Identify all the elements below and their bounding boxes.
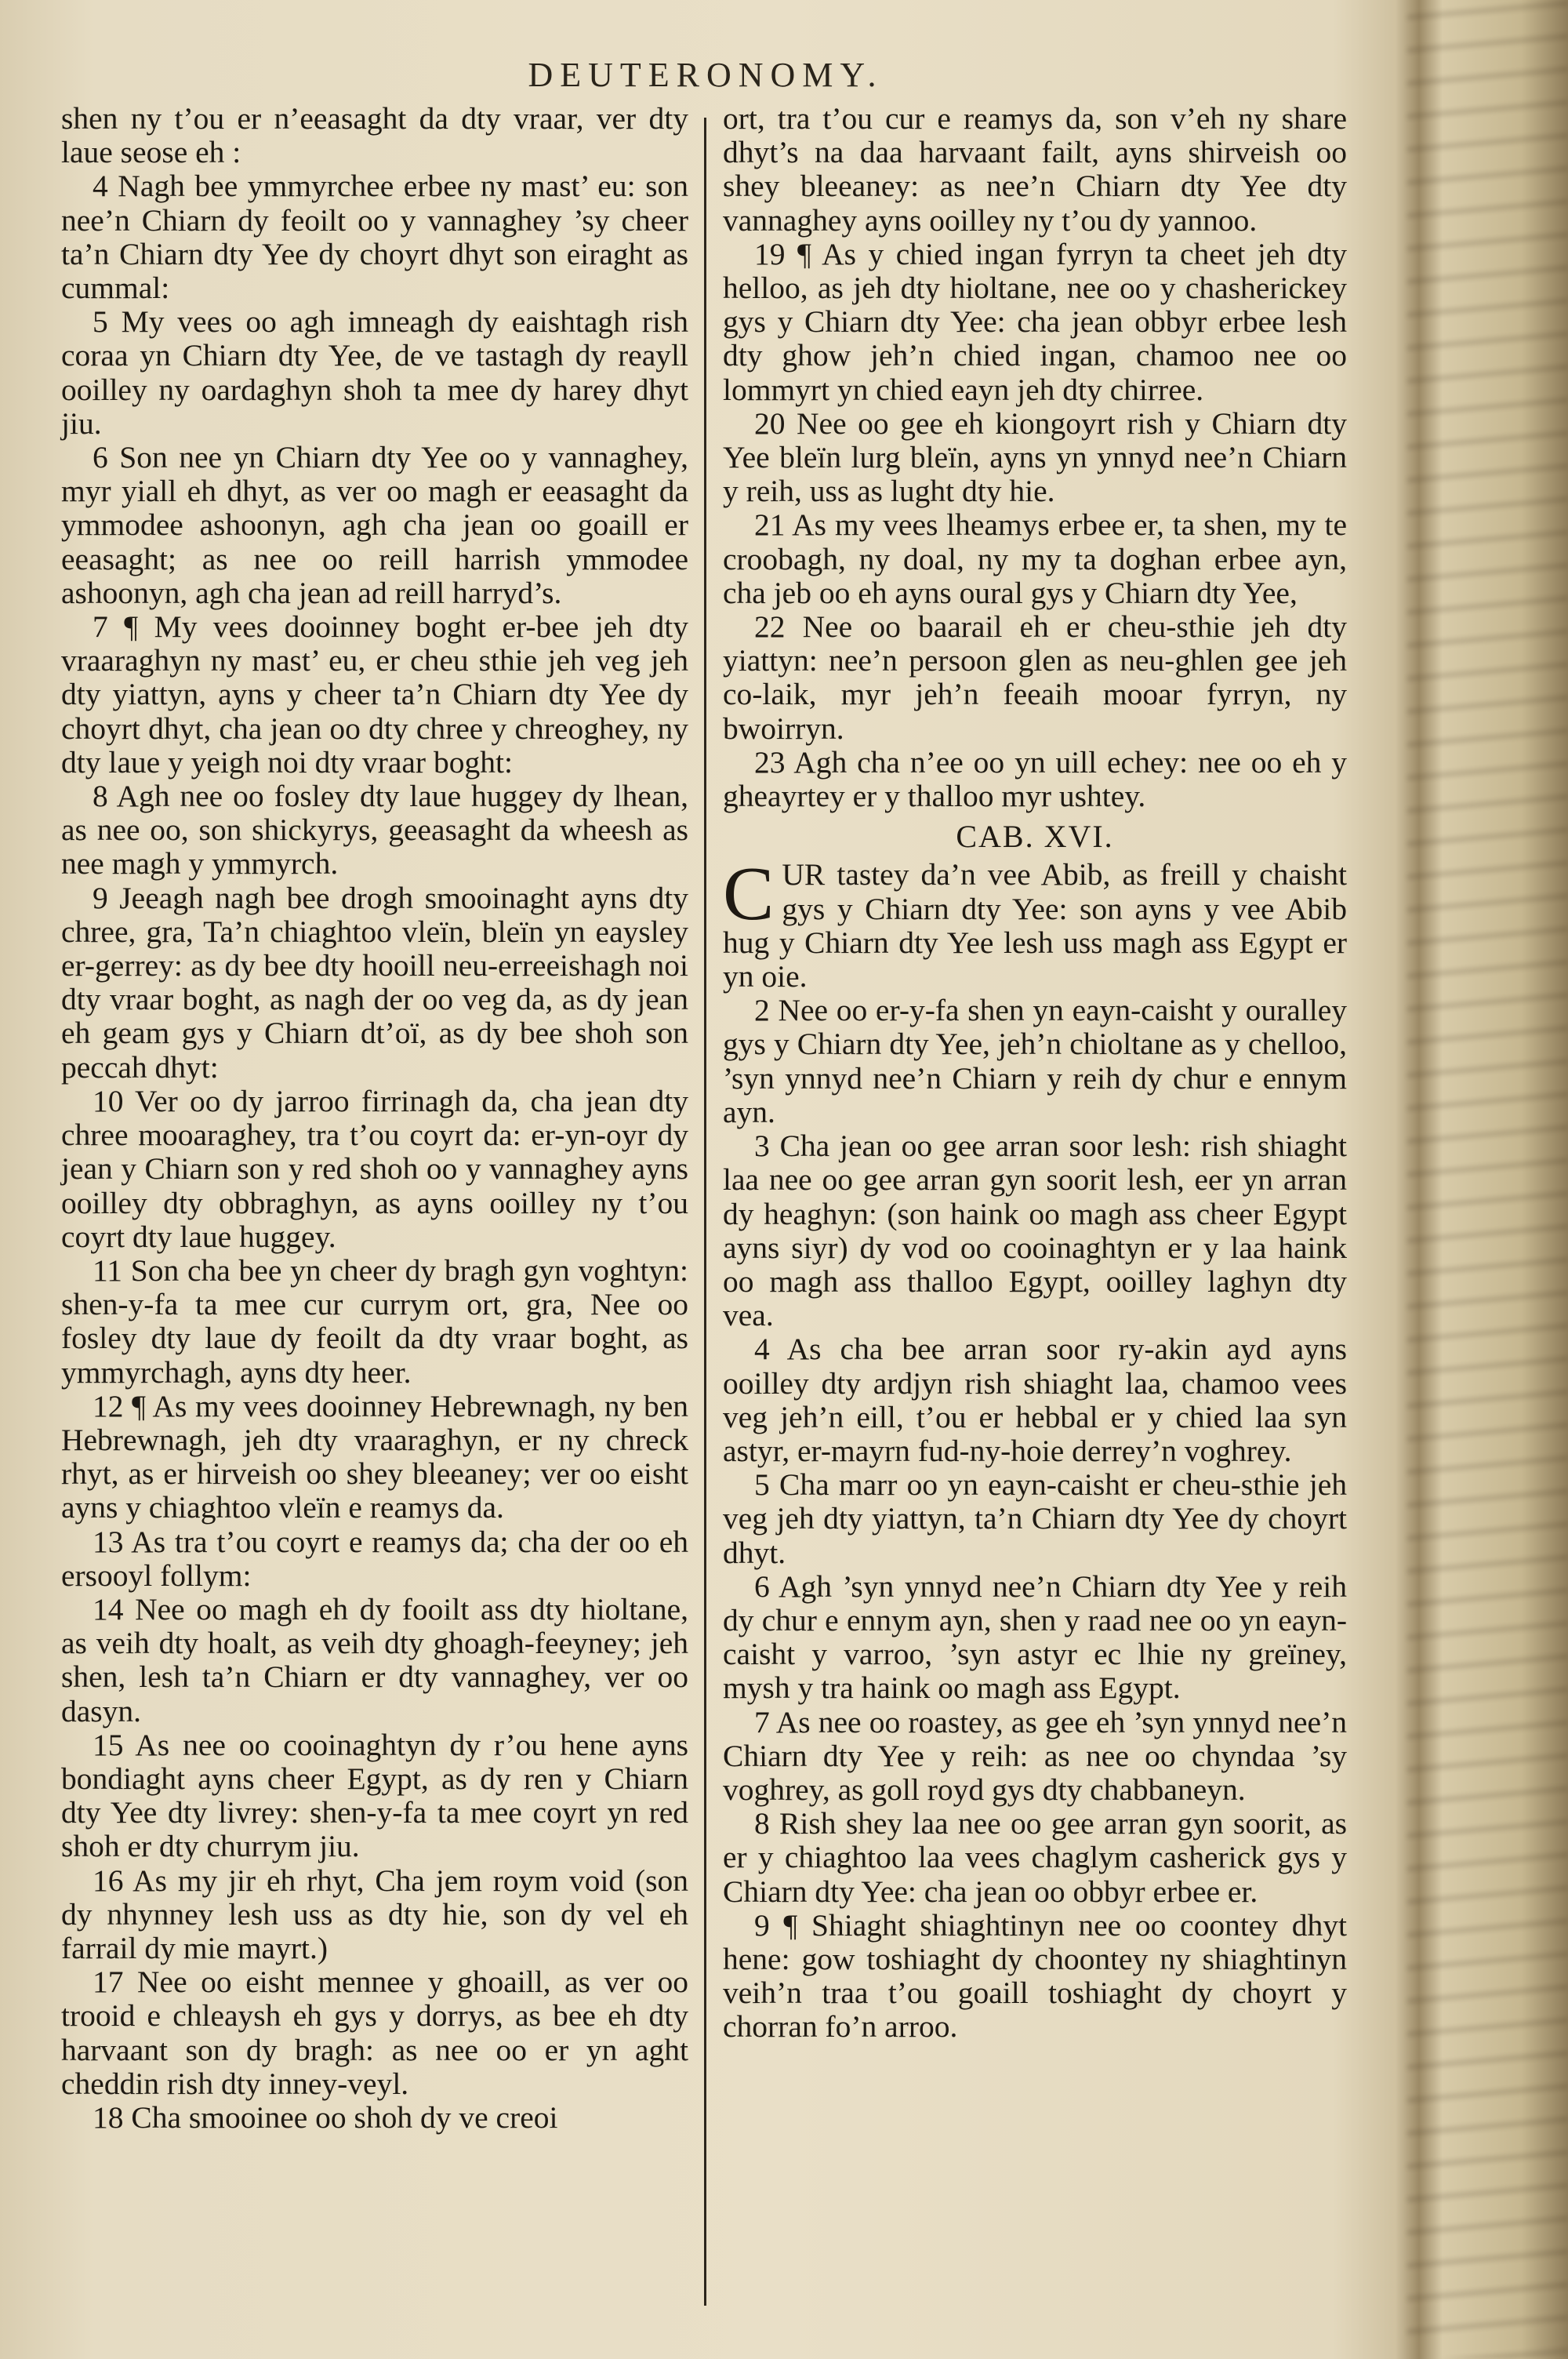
verse-7: 7 ¶ My vees dooinney boght er-bee jeh dty vraaraghyn ny mast’ eu, er cheu sthie jeh veg jeh dty yiattyn, ayns y cheer ta’n Chiarn dty Yee dy choyrt dhyt, cha jean oo dty chree y chreoghey, ny dty laue y yeigh noi dty vraar boght: bbox=[61, 609, 688, 780]
facing-page-edge bbox=[1407, 0, 1568, 2359]
drop-cap: C bbox=[723, 852, 775, 937]
verse-9: 9 ¶ Shiaght shiaghtinyn nee oo coontey dhyt hene: gow toshiaght dy choontey ny shiaghtinyn veih’n traa t’ou goaill toshiaght dy choyrt y chorran fo’n arroo. bbox=[723, 1907, 1347, 2045]
verse-15: 15 As nee oo cooinaghtyn dy r’ou hene ayns bondiaght ayns cheer Egypt, as dy ren y Chiarn dty Yee dty livrey: shen-y-fa ta mee coyrt yn red shoh er dty churrym jiu. bbox=[61, 1727, 688, 1864]
verse-12: 12 ¶ As my vees dooinney Hebrewnagh, ny ben Hebrewnagh, jeh dty vraaraghyn, er ny chreck rhyt, as er hirveish oo shey bleeaney; ver oo eisht ayns y chiaghtoo vleïn e reamys da. bbox=[61, 1388, 688, 1525]
verse-16: 16 As my jir eh rhyt, Cha jem roym void (son dy nhynney lesh uss as dty hie, son dy vel eh farrail dy mie mayrt.) bbox=[61, 1863, 688, 1965]
verse-continuation: shen ny t’ou er n’eeasaght da dty vraar, ver dty laue seose eh : bbox=[61, 101, 688, 170]
column-divider bbox=[704, 118, 706, 2306]
verse-18: 18 Cha smooinee oo shoh dy ve creoi bbox=[93, 2099, 558, 2135]
verse-4: 4 Nagh bee ymmyrchee erbee ny mast’ eu: son nee’n Chiarn dy feoilt oo y vannaghey ’sy cheer ta’n Chiarn dty Yee dy choyrt dhyt son eiraght as cummal: bbox=[61, 169, 688, 306]
running-header: DEUTERONOMY. bbox=[528, 56, 884, 94]
verse-23: 23 Agh cha n’ee oo yn uill echey: nee oo eh y gheayrtey er y thalloo myr ushtey. bbox=[723, 744, 1347, 814]
verse-5: 5 Cha marr oo yn eayn-caisht er cheu-sthie jeh veg jeh dty yiattyn, ta’n Chiarn dty Yee dy choyrt dhyt. bbox=[723, 1467, 1347, 1570]
verse-19: 19 ¶ As y chied ingan fyrryn ta cheet jeh dty helloo, as jeh dty hioltane, nee oo y chasherickey gys y Chiarn dty Yee: cha jean obbyr erbee lesh dty ghow jeh’n chied ingan, chamoo nee oo lommyrt yn chied eayn jeh dty chirree. bbox=[723, 236, 1347, 407]
chapter-heading: CAB. XVI. bbox=[956, 819, 1114, 855]
verse-6: 6 Son nee yn Chiarn dty Yee oo y vannaghey, myr yiall eh dhyt, as ver oo magh er eeasaght da ymmodee ashoonyn, agh cha jean oo goaill er eeasaght; as nee oo reill harrish ymmodee ashoonyn, agh cha jean ad reill harryd’s. bbox=[61, 440, 688, 610]
verse-14: 14 Nee oo magh eh dy fooilt ass dty hioltane, as veih dty hoalt, as veih dty ghoagh-feeyney; jeh shen, lesh ta’n Chiarn er dty vannaghey, ver oo dasyn. bbox=[61, 1591, 688, 1728]
verse-8: 8 Rish shey laa nee oo gee arran gyn soorit, as er y chiaghtoo laa vees chaglym casherick gys y Chiarn dty Yee: cha jean oo obbyr erbee er. bbox=[723, 1806, 1347, 1909]
verse-20: 20 Nee oo gee eh kiongoyrt rish y Chiarn dty Yee bleïn lurg bleïn, ayns yn ynnyd nee’n Chiarn y reih, uss as lught dty hie. bbox=[723, 405, 1347, 509]
right-column bbox=[723, 102, 1347, 2045]
chapter-verse-1 bbox=[723, 852, 1347, 994]
verse-1-text: UR tastey da’n vee Abib, as freill y chaisht gys y Chiarn dty Yee: son ayns y vee Abib hug y Chiarn dty Yee lesh uss magh ass Egypt er yn oie. bbox=[723, 857, 1347, 994]
verse-continuation: ort, tra t’ou cur e reamys da, son v’eh ny share dhyt’s na daa harvaant failt, ayns shirveish oo shey bleeaney: as nee’n Chiarn dty Yee dty vannaghey ayns ooilley ny t’ou dy yannoo. bbox=[723, 101, 1347, 238]
verse-22: 22 Nee oo baarail eh er cheu-sthie jeh dty yiattyn: nee’n persoon glen as neu-ghlen gee jeh co-laik, myr jeh’n feeaih mooar fyrryn, ny bwoirryn. bbox=[723, 609, 1347, 746]
verse-4: 4 As cha bee arran soor ry-akin ayd ayns ooilley dty ardjyn rish shiaght laa, chamoo vees veg jeh’n eill, t’ou er hebbal er y chied laa syn astyr, er-mayrn fud-ny-hoie derrey’n voghrey. bbox=[723, 1332, 1347, 1468]
verse-11: 11 Son cha bee yn cheer dy bragh gyn voghtyn: shen-y-fa ta mee cur currym ort, gra, Nee oo fosley dty laue dy feoilt da dty vraar boght, as ymmyrchagh, ayns dty heer. bbox=[61, 1252, 688, 1390]
verse-13: 13 As tra t’ou coyrt e reamys da; cha der oo eh ersooyl follym: bbox=[61, 1524, 688, 1593]
verse-17: 17 Nee oo eisht mennee y ghoaill, as ver oo trooid e chleaysh eh gys y dorrys, as bee eh dty harvaant son dy bragh: as nee oo er yn aght cheddin rish dty inney-veyl. bbox=[61, 1965, 688, 2101]
verse-8: 8 Agh nee oo fosley dty laue huggey dy lhean, as nee oo, son shickyrys, geeasaght da wheesh as nee magh y ymmyrch. bbox=[61, 779, 688, 881]
verse-6: 6 Agh ’syn ynnyd nee’n Chiarn dty Yee y reih dy chur e ennym ayn, shen y raad nee oo yn eayn-caisht y varroo, ’syn astyr ec lhie ny greïney, mysh y tra haink oo magh ass Egypt. bbox=[723, 1568, 1347, 1706]
verse-7: 7 As nee oo roastey, as gee eh ’syn ynnyd nee’n Chiarn dty Yee y reih: as nee oo chyndaa ’sy voghrey, as goll royd gys dty chabbaneyn. bbox=[723, 1704, 1347, 1807]
verse-5: 5 My vees oo agh imneagh dy eaishtagh rish coraa yn Chiarn dty Yee, de ve tastagh dy reayll ooilley ny oardaghyn shoh ta mee dy harey dhyt jiu. bbox=[61, 304, 688, 441]
left-column bbox=[61, 102, 688, 2135]
verse-2: 2 Nee oo er-y-fa shen yn eayn-caisht y ouralley gys y Chiarn dty Yee, jeh’n chioltane as y chelloo, ’syn ynnyd nee’n Chiarn y reih dy chur e ennym ayn. bbox=[723, 993, 1347, 1129]
verse-9: 9 Jeeagh nagh bee drogh smooinaght ayns dty chree, gra, Ta’n chiaghtoo vleïn, bleïn yn eaysley er-gerrey: as dy bee dty hooill neu-erreeishagh noi dty vraar boght, as nagh der oo veg da, as dy jean eh geam gys y Chiarn dt’oï, as dy bee shoh son peccah dhyt: bbox=[61, 880, 688, 1085]
verse-10: 10 Ver oo dy jarroo firrinagh da, cha jean dty chree mooaraghey, tra t’ou coyrt da: er-yn-oyr dy jean y Chiarn son y red shoh oo y vannaghey ayns ooilley dty obbraghyn, as ayns ooilley ny t’ou coyrt dty laue huggey. bbox=[61, 1083, 688, 1254]
verse-21: 21 As my vees lheamys erbee er, ta shen, my te croobagh, ny doal, ny my ta doghan erbee ayn, cha jeb oo eh ayns oural gys y Chiarn dty Yee, bbox=[723, 507, 1347, 610]
verse-3: 3 Cha jean oo gee arran soor lesh: rish shiaght laa nee oo gee arran gyn soorit lesh, eer yn arran dy heaghyn: (son haink oo magh ass cheer Egypt ayns siyr) dy vod oo cooinaghtyn er y laa haink oo magh ass thalloo Egypt, ooilley laghyn dty vea. bbox=[723, 1129, 1347, 1333]
